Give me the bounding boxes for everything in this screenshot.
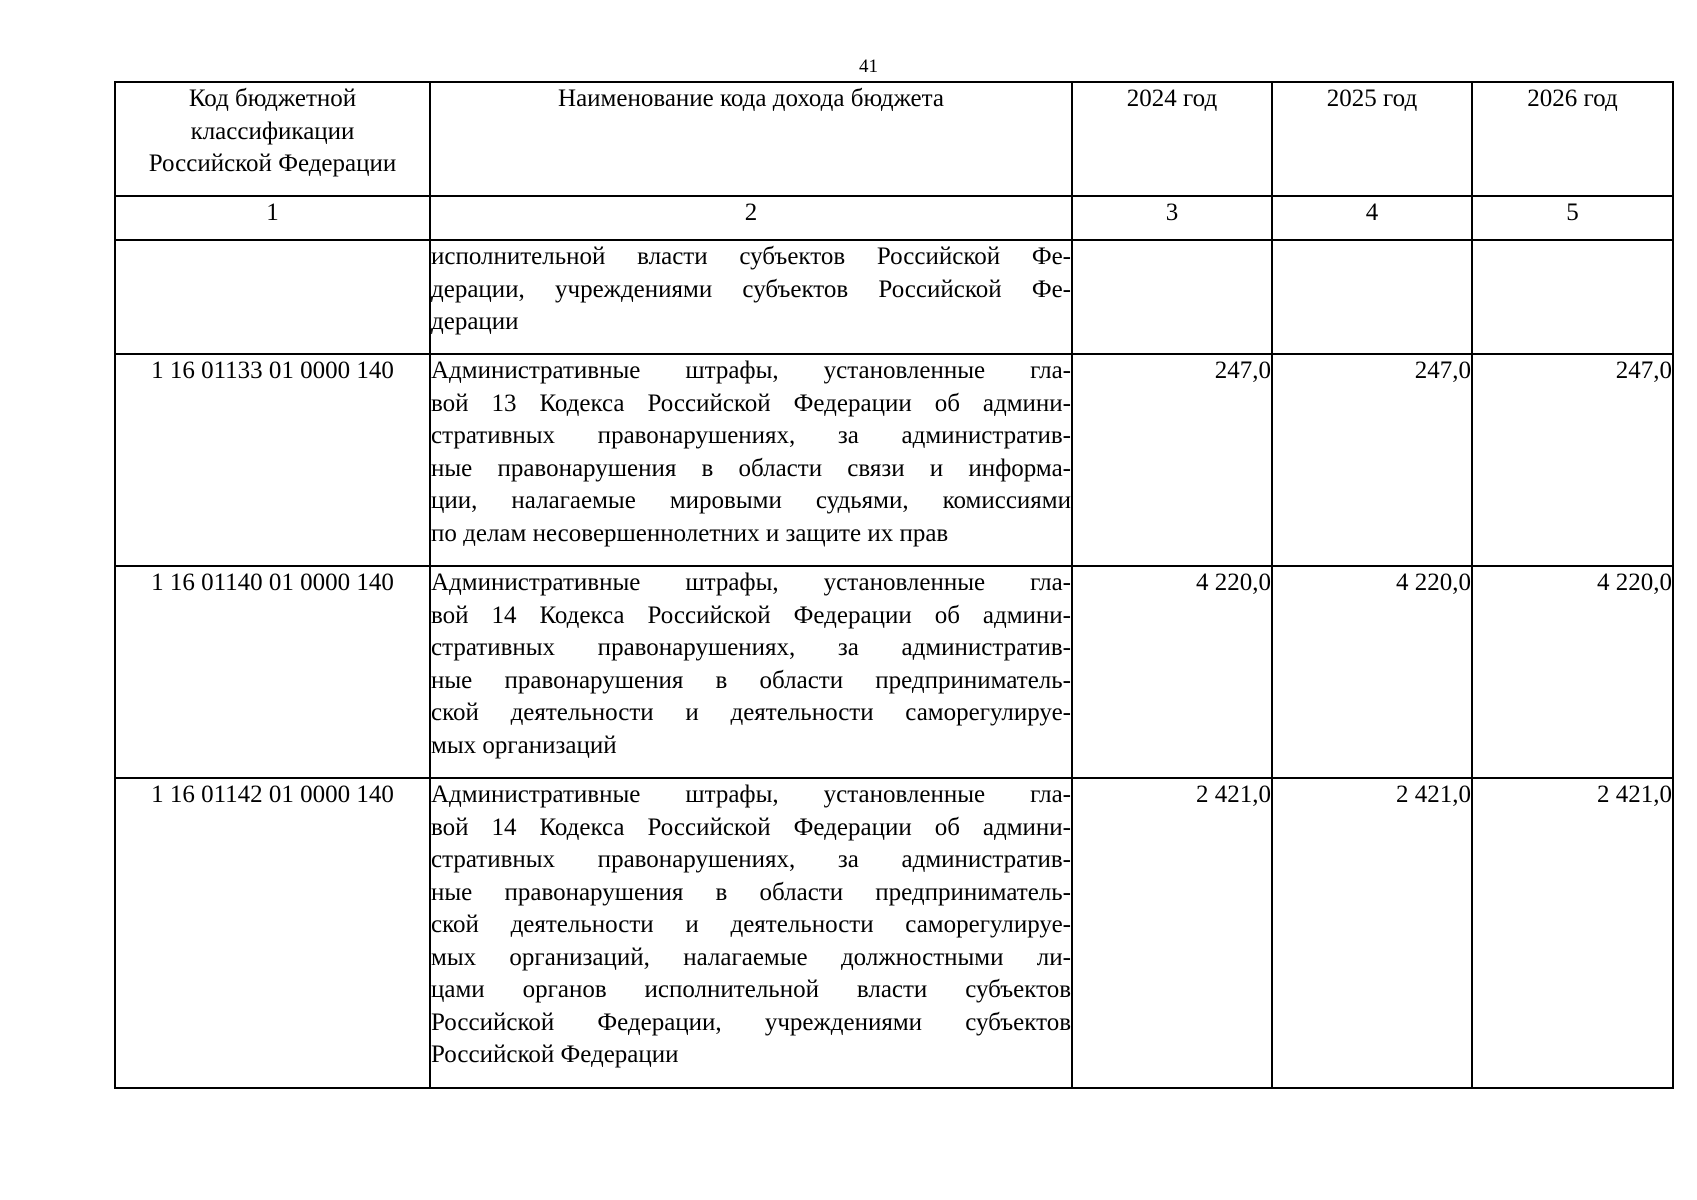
table-row [115, 566, 1673, 778]
page-number: 41 [859, 56, 878, 77]
budget-revenue-table [114, 81, 1674, 1089]
value-2026-cell: 2 421,0 [1472, 778, 1673, 1088]
value-2024-cell [1072, 240, 1272, 354]
column-number: 4 [1272, 196, 1472, 240]
header-year-2026: 2026 год [1472, 82, 1673, 196]
header-year-2025: 2025 год [1272, 82, 1472, 196]
value-2025-cell [1272, 240, 1472, 354]
revenue-name-cell [430, 240, 1072, 354]
column-number: 2 [430, 196, 1072, 240]
budget-code-cell: 1 16 01133 01 0000 140 [115, 354, 430, 566]
revenue-name-line: Российской Федерации [431, 1041, 679, 1068]
table-row [115, 778, 1673, 1088]
header-revenue-name: Наименование кода дохода бюджета [430, 82, 1072, 196]
column-number: 3 [1072, 196, 1272, 240]
table-row [115, 354, 1673, 566]
revenue-name-cell [430, 354, 1072, 566]
header-budget-code [115, 82, 430, 196]
revenue-name-line: вой 13 Кодекса Российской Федерации об админи- [431, 389, 1071, 417]
revenue-name-cell [430, 566, 1072, 778]
budget-code-cell: 1 16 01142 01 0000 140 [115, 778, 430, 1088]
revenue-name-line: стративных правонарушениях, за административ- [431, 422, 1071, 449]
revenue-name-line: дерации, учреждениями субъектов Российской Фе- [431, 275, 1071, 303]
value-2024-cell: 247,0 [1072, 354, 1272, 566]
column-number-row [115, 196, 1673, 240]
header-code-line: Российской Федерации [148, 150, 397, 177]
column-number: 5 [1472, 196, 1673, 240]
header-code-line: классификации [190, 117, 355, 145]
revenue-name-line: ные правонарушения в области предприниматель- [431, 666, 1071, 694]
revenue-name-line: ции, налагаемые мировыми судьями, комиссиями [431, 487, 1071, 514]
table-header-row [115, 82, 1673, 196]
budget-code-cell: 1 16 01140 01 0000 140 [115, 566, 430, 778]
revenue-name-line: вой 14 Кодекса Российской Федерации об админи- [431, 601, 1071, 629]
value-2025-cell: 247,0 [1272, 354, 1472, 566]
revenue-name-line: ные правонарушения в области предприниматель- [431, 878, 1071, 906]
revenue-name-line: Административные штрафы, установленные гла- [431, 357, 1071, 384]
column-number: 1 [115, 196, 430, 240]
revenue-name-line: исполнительной власти субъектов Российской Фе- [431, 243, 1071, 270]
value-2025-cell: 4 220,0 [1272, 566, 1472, 778]
revenue-name-line: вой 14 Кодекса Российской Федерации об админи- [431, 813, 1071, 841]
revenue-name-line: стративных правонарушениях, за административ- [431, 634, 1071, 661]
value-2026-cell: 247,0 [1472, 354, 1673, 566]
header-code-line: Код бюджетной [188, 85, 357, 112]
revenue-name-cell [430, 778, 1072, 1088]
revenue-name-line: Административные штрафы, установленные гла- [431, 781, 1071, 808]
revenue-name-line: Административные штрафы, установленные гла- [431, 569, 1071, 596]
revenue-name-line: по делам несовершеннолетних и защите их прав [431, 519, 949, 547]
revenue-name-line: стративных правонарушениях, за административ- [431, 846, 1071, 873]
revenue-name-line: мых организаций, налагаемые должностными ли- [431, 943, 1071, 971]
value-2024-cell: 4 220,0 [1072, 566, 1272, 778]
table-row [115, 240, 1673, 354]
value-2026-cell: 4 220,0 [1472, 566, 1673, 778]
revenue-name-line: мых организаций [431, 731, 617, 759]
budget-code-cell [115, 240, 430, 354]
revenue-name-line: дерации [431, 308, 519, 335]
header-year-2024: 2024 год [1072, 82, 1272, 196]
revenue-name-line: Российской Федерации, учреждениями субъектов [431, 1008, 1071, 1036]
value-2024-cell: 2 421,0 [1072, 778, 1272, 1088]
revenue-name-line: ской деятельности и деятельности саморегулируе- [431, 911, 1071, 938]
revenue-name-line: цами органов исполнительной власти субъектов [431, 976, 1071, 1003]
revenue-name-line: ской деятельности и деятельности саморегулируе- [431, 699, 1071, 726]
revenue-name-line: ные правонарушения в области связи и информа- [431, 454, 1071, 482]
value-2025-cell: 2 421,0 [1272, 778, 1472, 1088]
value-2026-cell [1472, 240, 1673, 354]
